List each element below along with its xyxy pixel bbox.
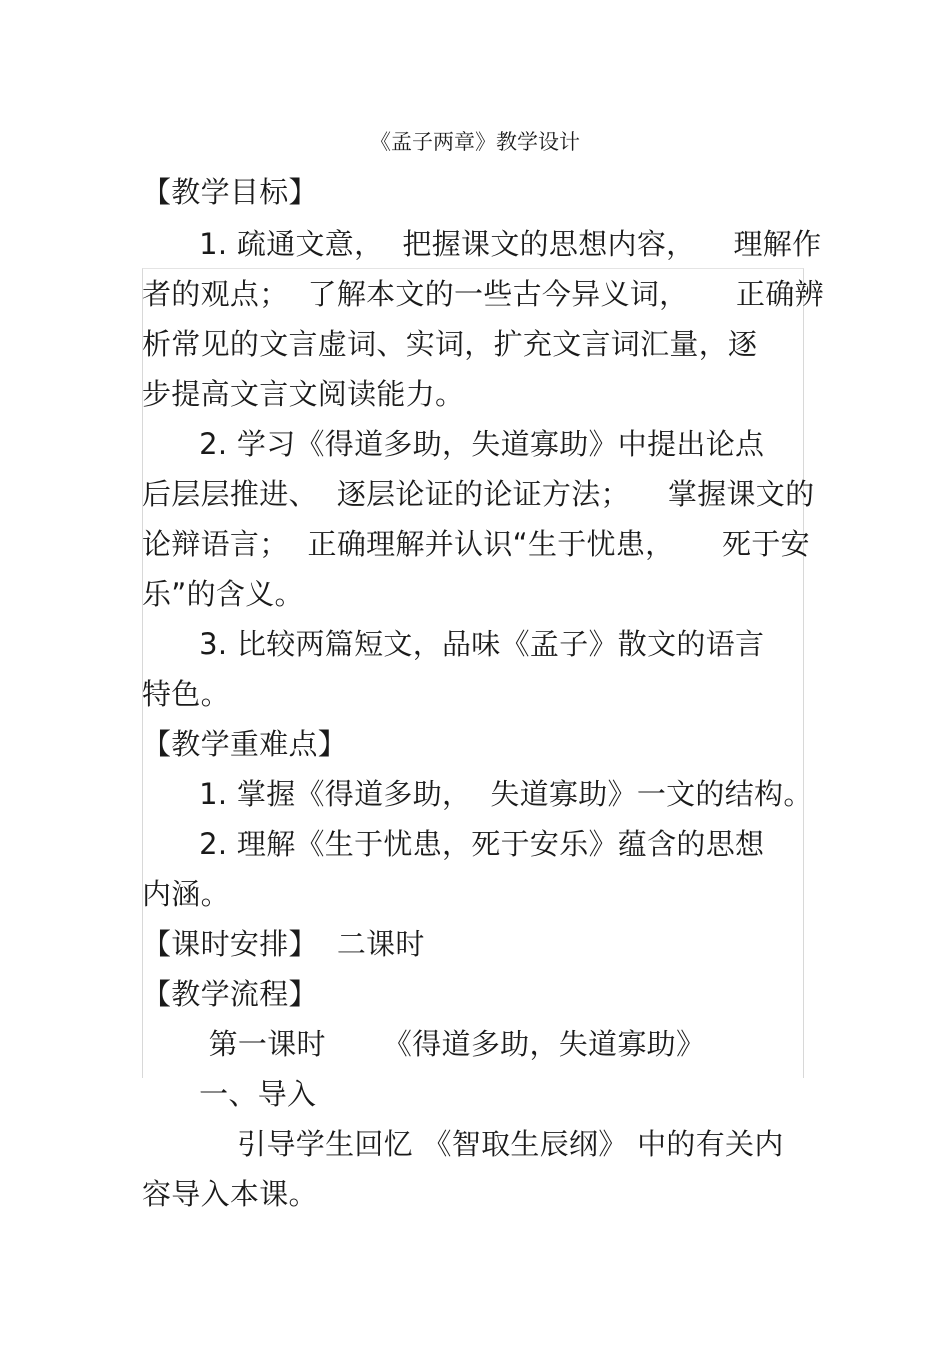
goal-1-line-2: 者的观点； 了解本文的一些古今异义词， 正确辨 — [142, 277, 824, 311]
goal-3-line-2: 特色。 — [142, 677, 230, 711]
document-title: 《孟子两章》教学设计 — [370, 130, 580, 154]
intro-line-2: 容导入本课。 — [142, 1177, 318, 1211]
intro-line-1: 引导学生回忆 《智取生辰纲》 中的有关内 — [142, 1127, 784, 1161]
goal-2-line-1: 2. 学习《得道多助，失道寡助》中提出论点 — [142, 427, 765, 461]
goal-2-line-3: 论辩语言； 正确理解并认识“生于忧患， 死于安 — [142, 527, 810, 561]
key-point-2-line-1: 2. 理解《生于忧患，死于安乐》蕴含的思想 — [142, 827, 765, 861]
heading-process: 【教学流程】 — [142, 977, 318, 1011]
goal-1-line-1: 1. 疏通文意， 把握课文的思想内容， 理解作 — [142, 227, 822, 261]
goal-1-line-3: 析常见的文言虚词、实词，扩充文言词汇量，逐 — [142, 327, 758, 361]
goal-2-line-2: 后层层推进、 逐层论证的论证方法； 掌握课文的 — [142, 477, 815, 511]
section-intro-heading: 一、导入 — [142, 1077, 317, 1111]
heading-schedule: 【课时安排】 二课时 — [142, 927, 425, 961]
goal-2-line-4: 乐”的含义。 — [142, 577, 304, 611]
heading-key-points: 【教学重难点】 — [142, 727, 348, 761]
goal-3-line-1: 3. 比较两篇短文，品味《孟子》散文的语言 — [142, 627, 765, 661]
lesson-one-title: 第一课时 《得道多助，失道寡助》 — [142, 1027, 706, 1061]
key-point-1: 1. 掌握《得道多助， 失道寡助》一文的结构。 — [142, 777, 813, 811]
goal-1-line-4: 步提高文言文阅读能力。 — [142, 377, 465, 411]
heading-teaching-goals: 【教学目标】 — [142, 175, 318, 209]
key-point-2-line-2: 内涵。 — [142, 877, 230, 911]
